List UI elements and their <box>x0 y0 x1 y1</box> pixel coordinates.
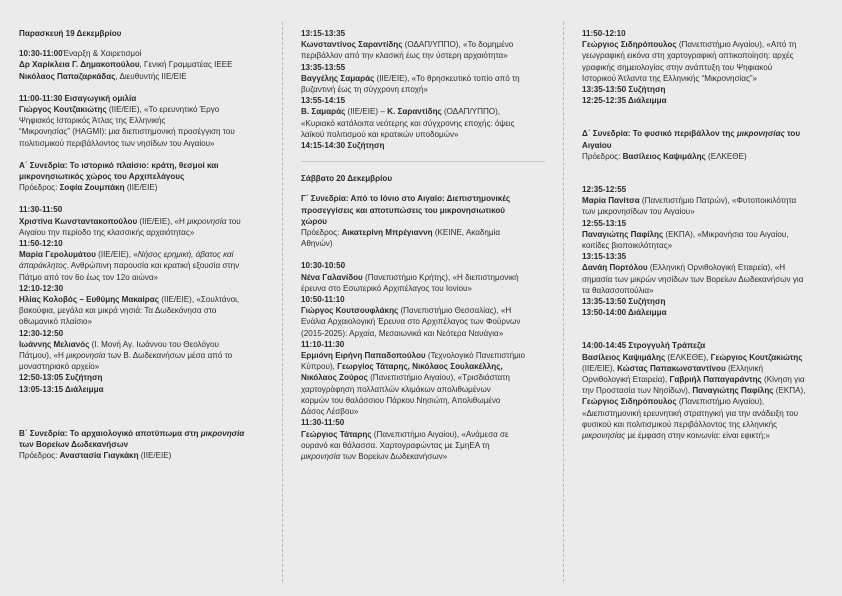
session-g-final-talk: 11:50-12:10 Γεώργιος Σιδηρόπουλος (Πανεπιστήμιο Αιγαίου), «Από τη γεωγραφική εικόνα στη χαρτογραφική οπτικοποίηση: αρχές γραφικής σημειολογίας στην ανάπτυξη του Ψηφιακού Ιστορικού Άτλαντα της Ελληνικής “Μικρονησίας”» 13:35-13:50 Συζήτηση 12:25-12:35 Διάλειμμα <box>582 29 797 106</box>
day-header-friday: Παρασκευή 19 Δεκεμβρίου <box>19 29 122 38</box>
talk-list-session-a: 11:30-11:50 Χριστίνα Κωνσταντακοπούλου (IIE/EIE), «Η μικρονησία του Αιγαίου την περίοδο της κλασσικής αρχαιότητας» 11:50-12:10 Μαρία Γερολυμάτου (IIE/EIE), «Νήσος ερημική, άβατος καί άπαράκλητος. Ανθρώπινη παρουσία και κρατική εξουσία στην Πάτμο από τον 6ο έως τον 12ο αιώνα» 12:10-12:30 Ηλίας Κολοβός – Ευθύμης Μακαίρας (IIE/EIE), «Σουλτάνοι, βακούφια, μεγάλα και μικρά νησιά: Τα Δωδεκάνησα στο οθωμανικό πλαίσιο» 12:30-12:50 Ιωάννης Μελιανός (Ι. Μονή Αγ. Ιωάννου του Θεολόγου Πάτμου), «Η μικρονησία των Β. Δωδεκανήσων μέσα από το μοναστηριακό αρχείο» 12:50-13:05 Συζήτηση 13:05-13:15 Διάλειμμα <box>19 205 241 394</box>
column-middle <box>301 28 547 462</box>
column-right <box>582 28 826 441</box>
opening-block: 10:30-11:00Έναρξη & Χαιρετισμοί Δρ Χαρίκλεια Γ. Δημακοπούλου, Γενική Γραμματέας IEEE Νικόλαος Παπαζαρκάδας, Διευθυντής IIE/EIE <box>19 49 233 81</box>
session-g-header: Γ΄ Συνεδρία: Από το Ιόνιο στο Αιγαίο: Διεπιστημονικές προσεγγίσεις και αποτυπώσεις του μικρονησιωτικού χώρου Πρόεδρος: Αικατερίνη Μπρέγιαννη (ΚΕΙΝΕ, Ακαδημία Αθηνών) <box>301 194 511 249</box>
column-divider-right <box>563 22 564 582</box>
round-table: 14:00-14:45 Στρογγυλή Τράπεζα Βασίλειος Καψιμάλης (ΕΛΚΕΘΕ), Γεώργιος Κουτζακιώτης (IIE/EIE), Κώστας Παπακωνσταντίνου (Ελληνική Ορνιθολογική Εταιρεία), Γαβριήλ Παπαγαράντης (Κίνηση για την Προστασία των Νησίδων), Παναγιώτης Παφίλης (ΕΚΠΑ), Γεώργιος Σιδηρόπουλος (Πανεπιστήμιο Αιγαίου), «Διεπιστημονική ερευνητική στρατηγική για την ανάδειξη του φυσικού και πολιτισμικού περιβάλλοντος της ελληνικής μικρονησίας με έμφαση στην κοινωνία: είναι εφικτή;» <box>582 341 806 441</box>
session-g-talks: 10:30-10:50 Νένα Γαλανίδου (Πανεπιστήμιο Κρήτης), «Η διεπιστημονική έρευνα στο Εσωτερικό Αρχιπέλαγος του Ιονίου» 10:50-11:10 Γιώργος Κουτσουφλάκης (Πανεπιστήμιο Θεσσαλίας), «Η Ενάλια Αρχαιολογική Έρευνα στο Αρχιπέλαγος των Φούρνων (2015-2025): Αρχαία, Μεσαιωνικά και Νεότερα Ναυάγια» 11:10-11:30 Ερμιόνη Ειρήνη Παπαδοπούλου (Τεχνολογικό Πανεπιστήμιο Κύπρου), Γεωργίος Τάταρης, Νικόλαος Σουλακέλλης, Νικόλαος Ζούρος (Πανεπιστήμιο Αιγαίου), «Τρισδιάστατη χαρτογράφηση πολλαπλών κλιμάκων απολιθωμένων κορμών του θαλάσσιου Πάρκου Νησιώτη, Απολιθωμένο Δάσος Λέσβου» 11:30-11:50 Γεώργιος Τάταρης (Πανεπιστήμιο Αιγαίου), «Ανάμεσα σε ουρανό και θάλασσα. Χαρτογραφώντας με ΣμηΕΑ τη μικρονησία των Βορείων Δωδεκανήσων» <box>301 261 526 461</box>
session-a-header: Α΄ Συνεδρία: Το ιστορικό πλαίσιο: κράτη, θεσμοί και μικρονησιωτικός χώρος του Αρχιπελάγους Πρόεδρος: Σοφία Ζουμπάκη (IIE/EIE) <box>19 160 219 193</box>
day-header-saturday: Σάββατο 20 Δεκεμβρίου <box>301 174 393 184</box>
column-friday <box>19 28 271 462</box>
session-d-header: Δ΄ Συνεδρία: Το φυσικό περιβάλλον της μικρονησίας του Αιγαίου Πρόεδρος: Βασίλειος Καψιμάλης (ΕΛΚΕΘΕ) <box>582 129 801 161</box>
intro-block: 11:00-11:30 Εισαγωγική ομιλία Γιώργος Κουτζακιώτης (IIE/EIE), «Το ερευνητικό Έργο Ψηφιακός Ιστορικός Άτλας της Ελληνικής “Μικρονησίας” (HAGMI): μια διεπιστημονική προσέγγιση του πολιτισμικού περιβάλλοντος των νησίδων του Αιγαίου» <box>19 93 235 148</box>
day-separator-line <box>301 161 545 162</box>
column-divider-left <box>282 22 283 582</box>
session-d-talks: 12:35-12:55 Μαρία Πανίτσα (Πανεπιστήμιο Πατρών), «Φυτοποικιλότητα των μικρονησίδων του Αιγαίου» 12:55-13:15 Παναγιώτης Παφίλης (ΕΚΠΑ), «Μικρονήσια του Αιγαίου, κοιτίδες βιοποικιλότητας» 13:15-13:35 Δανάη Πορτόλου (Ελληνική Ορνιθολογική Εταιρεία), «Η σημασία των μικρών νησίδων των Βορείων Δωδεκανήσων για τα θαλασσοπούλια» 13:35-13:50 Συζήτηση 13:50-14:00 Διάλειμμα <box>582 185 804 318</box>
session-b-header: Β΄ Συνεδρία: Το αρχαιολογικό αποτύπωμα στη μικρονησία των Βορείων Δωδεκανήσων Πρόεδρος: Αναστασία Γιαγκάκη (IIE/EIE) <box>19 428 245 461</box>
session-b-talks: 13:15-13:35 Κωνσταντίνος Σαραντίδης (ΟΔΑΠ/ΥΠΠΟ), «Το δομημένο περιβάλλον από την κλασική έως την ύστερη αρχαιότητα» 13:35-13:55 Βαγγέλης Σαμαράς (IIE/EIE), «Το θρησκευτικό τοπίο από τη βυζαντινή έως τη σύγχρονη εποχή» 13:55-14:15 Β. Σαμαράς (IIE/EIE) – Κ. Σαραντίδης (ΟΔΑΠ/ΥΠΠΟ), «Κυριακό κατάλοιπα νεότερης και σύγχρονης εποχής: όψεις λαϊκού πολιτισμού και κρατικών υποδομών» 14:15-14:30 Συζήτηση <box>301 29 520 151</box>
